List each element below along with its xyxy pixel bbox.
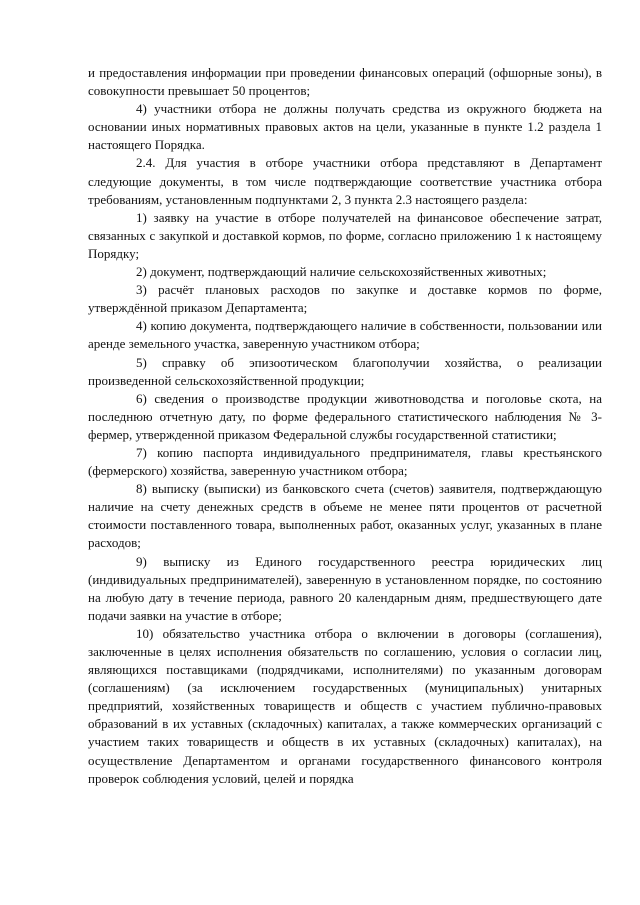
list-item-2-animals-document: 2) документ, подтверждающий наличие сельскохозяйственных животных; — [136, 264, 547, 280]
list-item-8-bank-statement: 8) выписку (выписки) из банковского счета (счетов) заявителя, подтверждающую наличие на счету денежных средств в объеме не менее пяти процентов от расчетной стоимости поставленного товара, выполненных работ, оказанных услуг, указанных в плане расходов; — [88, 481, 602, 551]
list-item-10-obligation: 10) обязательство участника отбора о включении в договоры (соглашения), заключенные в целях исполнения обязательств по соглашению, условия о согласии лиц, являющихся поставщиками (подрядчиками, исполнителями) по указанным договорам (соглашениям) (за исключением государственных (муниципальных) унитарных предприятий, хозяйственных товариществ и обществ с участием публично-правовых образований в их уставных (складочных) капиталах, а также коммерческих организаций с участием таких товариществ и обществ в их уставных (складочных) капиталах), на осуществление Департаментом и органами государственного финансового контроля проверок соблюдения условий, целей и порядка — [88, 625, 602, 786]
list-item-1-application: 1) заявку на участие в отборе получателей на финансовое обеспечение затрат, связанных с закупкой и доставкой кормов, по форме, согласно приложению 1 к настоящему Порядку; — [88, 209, 602, 261]
paragraph-item-4-budget: 4) участники отбора не должны получать средства из окружного бюджета на основании иных нормативных правовых актов на цели, указанные в пункте 1.2 раздела 1 настоящего Порядка. — [88, 101, 602, 153]
list-item-7-passport-copy: 7) копию паспорта индивидуального предпринимателя, главы крестьянского (фермерского) хозяйства, заверенную участником отбора; — [88, 444, 602, 479]
document-page — [88, 64, 602, 788]
list-item-9-registry-extract: 9) выписку из Единого государственного реестра юридических лиц (индивидуальных предпринимателей), заверенную в установленном порядке, по состоянию на любую дату в течение периода, равного 20 календарным дням, предшествующего дате подачи заявки на участие в отборе; — [88, 553, 602, 623]
list-item-6-livestock-data: 6) сведения о производстве продукции животноводства и поголовье скота, на последнюю отчетную дату, по форме федерального статистического наблюдения № 3-фермер, утвержденной приказом Федеральной службы государственной статистики; — [88, 390, 602, 442]
list-item-4-land-document: 4) копию документа, подтверждающего наличие в собственности, пользовании или аренде земельного участка, заверенную участником отбора; — [88, 318, 602, 352]
paragraph-clause-2-4: 2.4. Для участия в отборе участники отбора представляют в Департамент следующие документы, в том числе подтверждающие соответствие участника отбора требованиям, установленным подпунктами 2, 3 пункта 2.3 настоящего раздела: — [88, 155, 602, 207]
paragraph-offshore-continuation: и предоставления информации при проведении финансовых операций (офшорные зоны), в совокупности превышает 50 процентов; — [88, 65, 602, 99]
list-item-3-expense-calculation: 3) расчёт плановых расходов по закупке и доставке кормов по форме, утверждённой приказом Департамента; — [88, 282, 602, 316]
list-item-5-epizootic-certificate: 5) справку об эпизоотическом благополучии хозяйства, о реализации произведенной сельскохозяйственной продукции; — [88, 354, 602, 388]
